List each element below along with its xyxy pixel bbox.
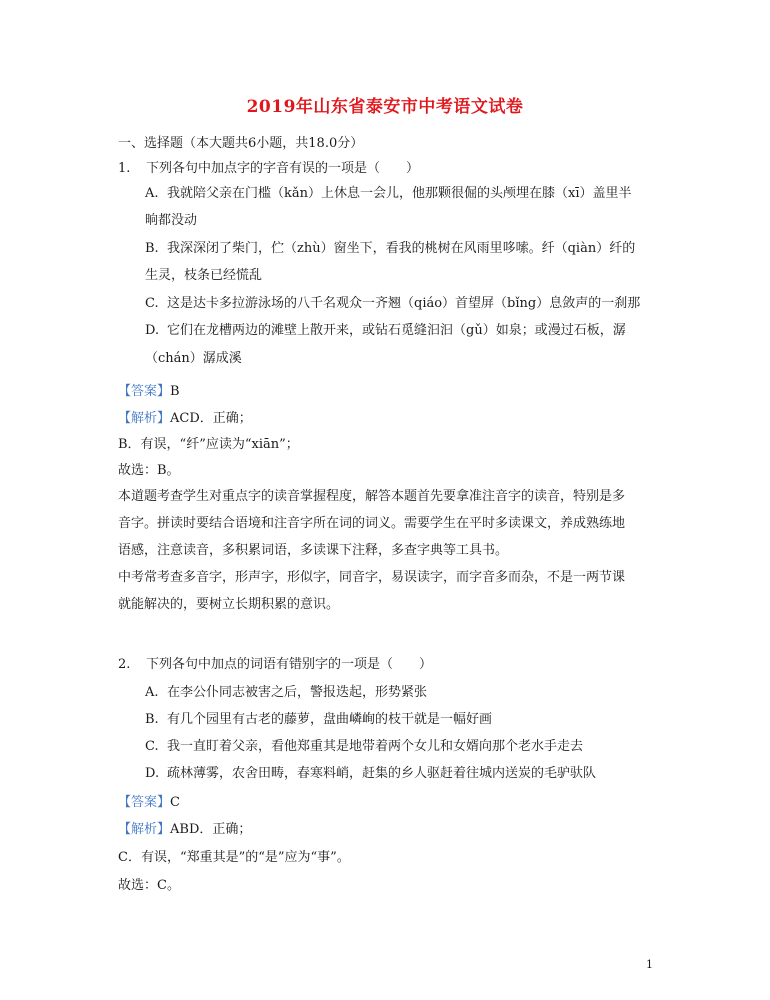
- q1-analysis-line: 故选：B。: [118, 463, 180, 478]
- q1-option-a: [145, 186, 632, 202]
- question-text: 下列各句中加点字的字音有误的一项是（ ）: [146, 161, 420, 176]
- option-label: C.: [145, 739, 159, 754]
- answer-value: B: [170, 384, 180, 399]
- analysis-text: ABD．正确；: [170, 822, 252, 837]
- question-2-stem: [118, 657, 432, 673]
- question-text: 下列各句中加点的词语有错别字的一项是（ ）: [146, 657, 433, 672]
- option-label: B.: [145, 712, 159, 727]
- q1-option-c: [145, 296, 640, 312]
- option-text: 我深深闭了柴门，伫（zhù）窗坐下，看我的桃树在风雨里哆嗦。纤（qiàn）纤的: [167, 241, 636, 256]
- q1-analysis-line: B．有误，“纤”应读为“xiān”；: [118, 437, 299, 452]
- q1-analysis-line: 语感，注意读音，多积累词语，多读课下注释，多查字典等工具书。: [118, 543, 509, 558]
- option-text: 我一直盯着父亲，看他郑重其是地带着两个女儿和女婿向那个老水手走去: [167, 739, 584, 754]
- q2-answer: [118, 795, 180, 811]
- q2-option-c: [145, 739, 583, 755]
- question-number: 2.: [118, 657, 131, 672]
- option-label: D.: [145, 766, 160, 781]
- question-number: 1.: [118, 161, 131, 176]
- q2-option-d: [145, 766, 596, 782]
- analysis-tag: 【解析】: [118, 411, 171, 426]
- q1-analysis: [118, 411, 252, 427]
- option-text: 它们在龙槽两边的滩壁上散开来，或钻石觅缝汩汩（gǔ）如泉；或漫过石板，潺: [167, 323, 626, 338]
- option-text: 有几个园里有古老的藤萝，盘曲嶙峋的枝干就是一幅好画: [167, 712, 493, 727]
- q2-analysis: [118, 822, 251, 838]
- q1-option-b-cont: 生灵，枝条已经慌乱: [145, 268, 263, 283]
- option-label: A.: [145, 685, 159, 700]
- option-label: C.: [145, 296, 159, 311]
- q2-analysis-line: 故选：C。: [118, 878, 180, 893]
- option-text: 在李公仆同志被害之后，警报迭起，形势紧张: [167, 685, 428, 700]
- q2-option-b: [145, 712, 492, 728]
- option-label: A.: [145, 186, 159, 201]
- q1-analysis-line: 音字。拼读时要结合语境和注音字所在词的词义。需要学生在平时多读课文，养成熟练地: [118, 516, 626, 531]
- q1-option-d-cont: （chán）潺成溪: [145, 351, 242, 366]
- option-text: 我就陪父亲在门槛（kǎn）上休息一会儿，他那颗很倔的头颅埋在膝（xī）盖里半: [167, 186, 632, 201]
- q2-option-a: [145, 685, 427, 701]
- option-text: 这是达卡多拉游泳场的八千名观众一齐翘（qiáo）首望屏（bǐng）息敛声的一刹那: [167, 296, 641, 311]
- answer-tag: 【答案】: [118, 384, 171, 399]
- analysis-text: ACD．正确；: [170, 411, 252, 426]
- q1-analysis-line: 本道题考查学生对重点字的读音掌握程度，解答本题首先要拿准注音字的读音，特别是多: [118, 489, 626, 504]
- option-label: D.: [145, 323, 160, 338]
- section-heading: 一、选择题（本大题共6小题，共18.0分）: [118, 136, 364, 151]
- q1-option-b: [145, 241, 635, 257]
- analysis-tag: 【解析】: [118, 822, 171, 837]
- question-1-stem: [118, 161, 419, 177]
- page-number: 1: [646, 958, 653, 971]
- q1-option-d: [145, 323, 626, 339]
- answer-value: C: [170, 795, 180, 810]
- q1-option-a-cont: 晌都没动: [145, 213, 198, 228]
- document-title: 2019年山东省泰安市中考语文试卷: [246, 97, 524, 117]
- answer-tag: 【答案】: [118, 795, 171, 810]
- q2-analysis-line: C．有误，“郑重其是”的“是”应为“事”。: [118, 850, 350, 865]
- option-text: 疏林薄雾，农舍田畴，春寒料峭，赶集的乡人驱赶着往城内送炭的毛驴驮队: [167, 766, 597, 781]
- q1-analysis-line: 就能解决的，要树立长期积累的意识。: [118, 597, 340, 612]
- option-label: B.: [145, 241, 159, 256]
- q1-analysis-line: 中考常考查多音字，形声字，形似字，同音字，易误读字，而字音多而杂，不是一两节课: [118, 570, 626, 585]
- q1-answer: [118, 384, 180, 400]
